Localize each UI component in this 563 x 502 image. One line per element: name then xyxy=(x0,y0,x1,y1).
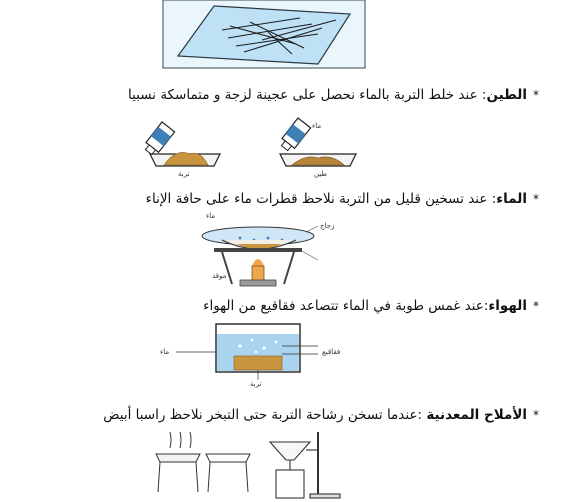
evaporation-left xyxy=(156,432,200,492)
glass-plate-figure xyxy=(0,0,563,70)
water-keyword: الماء xyxy=(496,191,527,207)
filtration-right xyxy=(270,432,340,498)
clay-left-label: تربة xyxy=(178,170,190,178)
bottle-right xyxy=(278,118,310,153)
heating-experiment-figure xyxy=(0,210,563,290)
air-bubbles-label: فقاقيع xyxy=(322,348,341,356)
air-soil-label: تربة xyxy=(250,380,262,388)
bottle-left xyxy=(142,122,174,157)
evaporation-middle xyxy=(206,454,250,492)
salts-keyword: الأملاح المعدنية xyxy=(426,407,527,423)
section-water-text: *الماء: عند تسخين قليل من التربة نلاحظ قطرات ماء على حافة الإناء xyxy=(145,191,539,207)
water-description: : عند تسخين قليل من التربة نلاحظ قطرات ماء على حافة الإناء xyxy=(145,191,497,207)
flame xyxy=(252,259,264,266)
heat-water-label: ماء xyxy=(206,212,216,220)
clay-description: : عند خلط التربة بالماء نحصل على عجينة لزجة و متماسكة نسبيا xyxy=(127,87,487,103)
salts-description: :عندما تسخن رشاحة التربة حتى التبخر نلاحظ راسبا أبيض xyxy=(103,407,427,423)
air-water-label: ماء xyxy=(160,348,170,356)
clay-right-label: طين xyxy=(314,170,328,178)
filtration-experiment-figure xyxy=(0,426,563,502)
tripod-top xyxy=(214,248,302,252)
clay-keyword: الطين xyxy=(486,87,527,103)
air-keyword: الهواء xyxy=(488,298,527,314)
section-salts-text: *الأملاح المعدنية :عندما تسخن رشاحة التربة حتى التبخر نلاحظ راسبا أبيض xyxy=(103,407,539,423)
bottle-water-label: ماء xyxy=(312,122,322,130)
section-clay-text: *الطين: عند خلط التربة بالماء نحصل على عجينة لزجة و متماسكة نسبيا xyxy=(127,87,539,103)
air-experiment-figure xyxy=(0,318,563,388)
burner-base xyxy=(240,280,276,286)
heat-burner-label: موقد xyxy=(212,272,227,280)
brick xyxy=(234,356,282,370)
clay-experiment-figure xyxy=(0,110,563,180)
section-air-text: *الهواء:عند غمس طوبة في الماء تتصاعد فقاقيع من الهواء xyxy=(203,298,539,314)
heat-glass-label: زجاج xyxy=(320,222,335,230)
air-description: :عند غمس طوبة في الماء تتصاعد فقاقيع من الهواء xyxy=(203,298,489,314)
